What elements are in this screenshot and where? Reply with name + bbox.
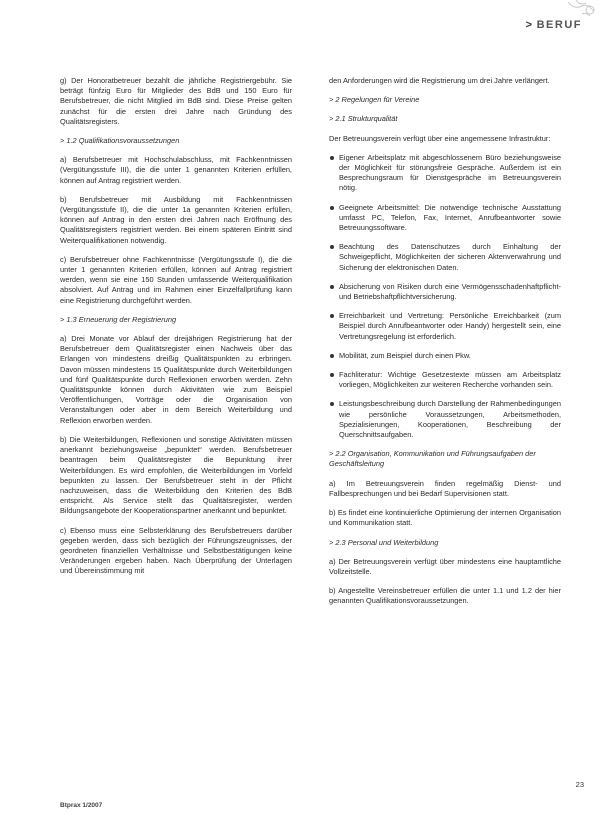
list-item: Eigener Arbeitsplatz mit abgeschlossenem Büro beziehungsweise der Möglichkeit für störungsfreie Gespräche. Außerdem ist ein Besprechungsraum für Dienstgespräche im Betreuungsverein nötig. bbox=[329, 153, 561, 194]
list-item: Mobilität, zum Beispiel durch einen Pkw. bbox=[329, 351, 561, 361]
section-heading: > 2.2 Organisation, Kommunikation und Führungsaufgaben der Geschäftsleitung bbox=[329, 449, 536, 469]
section-heading: > 2 Regelungen für Vereine bbox=[329, 95, 420, 105]
paragraph: a) Berufsbetreuer mit Hochschulabschluss, mit Fachkenntnissen (Vergütungsstufe III), die die unter 1 genannten Kriterien erfüllen, können auf Antrag registriert werden. bbox=[60, 155, 292, 185]
paragraph: b) Angestellte Vereinsbetreuer erfüllen die unter 1.1 und 1.2 der hier genannten Qualifikationsvoraussetzungen. bbox=[329, 586, 561, 606]
paragraph: a) Der Betreuungsverein verfügt über mindestens eine hauptamtliche Vollzeitstelle. bbox=[329, 556, 561, 576]
list-item: Leistungsbeschreibung durch Darstellung der Rahmenbedingungen wie persönliche Voraussetzungen, Arbeitsmethoden, Spezialisierungen, Kooperationen, Beschreibung der Querschnittsaufgaben. bbox=[329, 399, 561, 440]
right-column bbox=[329, 76, 561, 616]
section-header-title: BERUF bbox=[536, 19, 582, 31]
paragraph: a) Drei Monate vor Ablauf der dreijährigen Registrierung hat der Berufsbetreuer dem Qualitätsregister einen Nachweis über das Erlangen von mindestens dreißig Qualitätspunkten zu erbringen. Davon müssen mindestens 15 Qualitätspunkte durch Weiterbildungen und fünf Qualitätspunkte durch Reflexionen erworben werden. Zehn Qualitätspunkte können durch Aktivitäten wie zum Beispiel Veröffentlichungen, Vorträge oder die Organisation von Veranstaltungen oder aber in dem Bereich Weiterbildung und Reflexion erworben werden. bbox=[60, 334, 292, 425]
paragraph: a) Im Betreuungsverein finden regelmäßig Dienst- und Fallbesprechungen und bei Bedarf Supervisionen statt. bbox=[329, 478, 561, 498]
bullet-list bbox=[329, 153, 561, 440]
section-header-marker: > bbox=[525, 19, 534, 31]
paragraph: b) Berufsbetreuer mit Ausbildung mit Fachkenntnissen (Vergütungsstufe II), die die unter 1a genannten Kriterien erfüllen, können auf Antrag in den ersten drei Jahren nach Eröffnung des Qualitätsregisters registriert werden. Bei einem späteren Eintritt sind Weiterqualifikationen notwendig. bbox=[60, 194, 292, 245]
paragraph: c) Ebenso muss eine Selbsterklärung des Berufsbetreuers darüber gegeben werden, dass sich bezüglich der Führungszeugnisses, der geordneten finanziellen Verhältnisse und Selbstbestätigungen keine Veränderungen ergeben haben. Nach Überprüfung der Unterlagen und Übereinstimmung mit bbox=[60, 525, 292, 576]
list-item: Geeignete Arbeitsmittel: Die notwendige technische Ausstattung umfasst PC, Telefon, Fax, Internet, Anrufbeantworter sowie Betreuungssoftware. bbox=[329, 203, 561, 234]
list-item: Absicherung von Risiken durch eine Vermögensschadenhaftpflicht- und Betriebshaftpflichtversicherung. bbox=[329, 282, 561, 302]
section-header bbox=[526, 20, 582, 30]
list-item: Erreichbarkeit und Vertretung: Persönliche Erreichbarkeit (zum Beispiel durch Anrufbeantworter oder Handy) hergestellt sein, eine Vertretungsregelung ist erforderlich. bbox=[329, 311, 561, 342]
list-item: Fachliteratur: Wichtige Gesetzestexte müssen am Arbeitsplatz vorliegen, Möglichkeiten zur weiteren Recherche vorhanden sein. bbox=[329, 370, 561, 390]
section-heading: > 1.3 Erneuerung der Registrierung bbox=[60, 314, 177, 324]
paragraph: b) Die Weiterbildungen, Reflexionen und sonstige Aktivitäten müssen anerkannt beziehungsweise „bepunktet“ werden. Berufsbetreuer beantragen beim Qualitätsregister die Bepunktung ihrer Weiterbildungen. Es wird empfohlen, die Weiterbildungen im Vorfeld bepunkten zu lassen. Der Berufsbetreuer steht in der Pflicht nachzuweisen, dass die Weiterbildung den Kriterien des BdB entspricht. Als Service stellt das Qualitätsregister, werden Bildungsangebote der Kooperationspartner anerkannt und bepunktet. bbox=[60, 434, 292, 516]
footer-issue: Btprax 1/2007 bbox=[60, 801, 103, 809]
page-number: 23 bbox=[575, 780, 584, 789]
paragraph: Der Betreuungsverein verfügt über eine angemessene Infrastruktur: bbox=[329, 133, 551, 143]
paragraph: c) Berufsbetreuer ohne Fachkenntnisse (Vergütungsstufe I), die die unter 1 genannten Kriterien erfüllen, können auf Antrag registriert werden, wenn sie eine 150 Stunden umfassende Weiterqualifikation absolviert. Auf Antrag und im Rahmen einer Einzelfallprüfung kann eine Registrierung durchgeführt werden. bbox=[60, 254, 292, 305]
section-heading: > 1.2 Qualifikationsvoraussetzungen bbox=[60, 136, 180, 146]
paragraph: den Anforderungen wird die Registrierung um drei Jahre verlängert. bbox=[329, 76, 550, 85]
left-column bbox=[60, 76, 292, 586]
section-heading: > 2.1 Strukturqualität bbox=[329, 114, 398, 124]
section-heading: > 2.3 Personal und Weiterbildung bbox=[329, 537, 439, 547]
list-item: Beachtung des Datenschutzes durch Einhaltung der Schweigepflicht, Möglichkeiten der sicheren Aktenverwahrung und Sicherung der elektronischen Daten. bbox=[329, 242, 561, 273]
paragraph: g) Der Honoratbetreuer bezahlt die jährliche Registriergebühr. Sie beträgt fünfzig Euro für Mitglieder des BdB und 150 Euro für Berufsbetreuer, die nicht Mitglied im BdB sind. Diese Preise gelten zunächst für die ersten drei Jahre nach Gründung des Qualitätsregisters. bbox=[60, 76, 292, 126]
paragraph: b) Es findet eine kontinuierliche Optimierung der internen Organisation und Kommunikation statt. bbox=[329, 508, 561, 528]
